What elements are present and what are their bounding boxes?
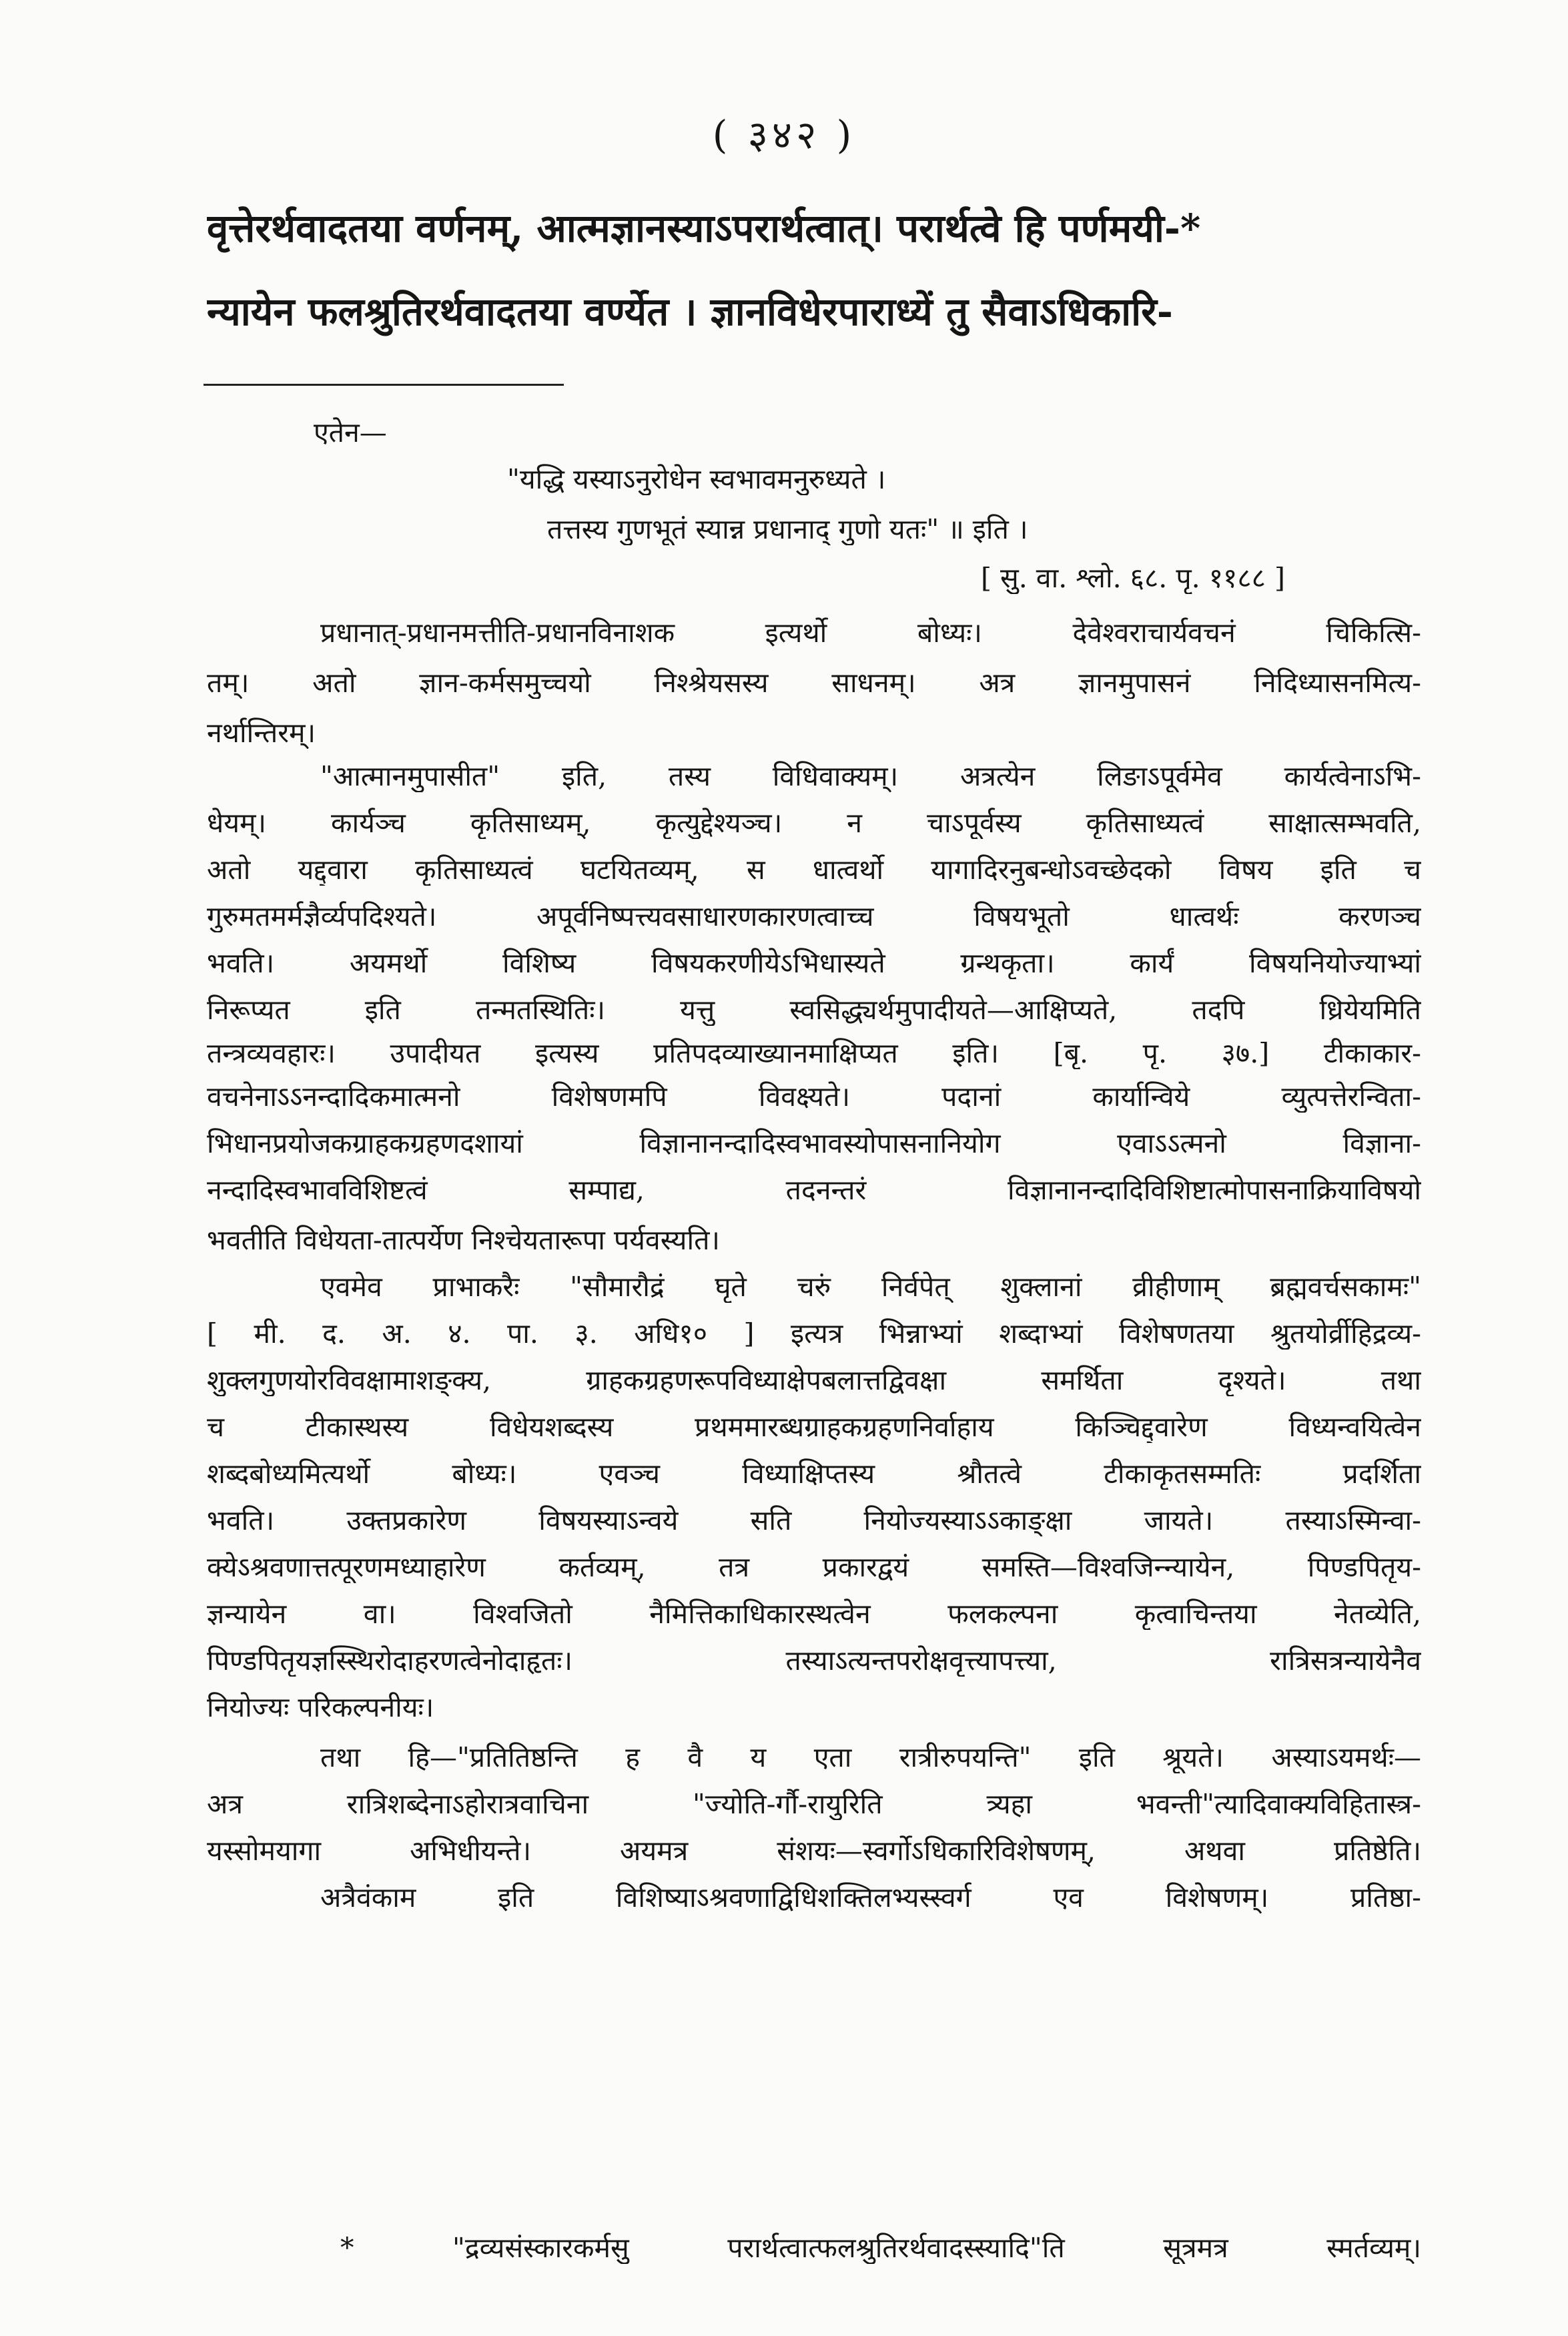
body-line: गुरुमतमर्मज्ञैर्व्यपदिश्यते। अपूर्वनिष्पत्त्यवसाधारणकारणत्वाच्च विषयभूतो धात्वर्थः करणञ्च [207, 901, 1421, 932]
heading-line-1: वृत्तेरर्थवादतया वर्णनम्, आत्मज्ञानस्याऽपरार्थत्वात्। परार्थत्वे हि पर्णमयी-* [207, 206, 1201, 251]
body-line: "आत्मानमुपासीत" इति, तस्य विधिवाक्यम्। अत्रत्येन लिङाऽपूर्वमेव कार्यत्वेनाऽभि- [320, 761, 1421, 792]
body-line: शब्दबोध्यमित्यर्थो बोध्यः। एवञ्च विध्याक्षिप्तस्य श्रौतत्वे टीकाकृतसम्मतिः प्रदर्शिता [207, 1458, 1421, 1490]
heading-line-2: न्यायेन फलश्रुतिरर्थवादतया वर्ण्येत । ज्ञानविधेरपाराध्यें तु सैवाऽधिकारि- [207, 289, 1173, 334]
body-line: निरूप्यत इति तन्मतस्थितिः। यत्तु स्वसिद्ध्यर्थमुपादीयते—आक्षिप्यते, तदपि ध्रियेयमिति [207, 994, 1421, 1026]
body-line: धेयम्। कार्यञ्च कृतिसाध्यम्, कृत्युद्देश्यञ्च। न चाऽपूर्वस्य कृतिसाध्यत्वं साक्षात्सम्भवति, [207, 808, 1421, 839]
body-line: तम्। अतो ज्ञान-कर्मसमुच्चयो निश्श्रेयसस्य साधनम्। अत्र ज्ञानमुपासनं निदिध्यासनमित्य- [207, 667, 1421, 699]
verse-line-2: तत्तस्य गुणभूतं स्यान्न प्रधानाद् गुणो यतः" ॥ इति । [547, 514, 1028, 545]
body-line: नन्दादिस्वभावविशिष्टत्वं सम्पाद्य, तदनन्तरं विज्ञानानन्दादिविशिष्टात्मोपासनाक्रियाविषयो [207, 1175, 1421, 1206]
page-number: ( ३४२ ) [712, 112, 856, 158]
verse-citation: [ सु. वा. श्लो. ६८. पृ. ११८८ ] [981, 563, 1286, 594]
section-rule [204, 384, 564, 386]
body-line: नर्थान्तिरम्। [207, 717, 316, 749]
body-line: यस्सोमयागा अभिधीयन्ते। अयमत्र संशयः—स्वर्गोऽधिकारिविशेषणम्, अथवा प्रतिष्ठेति। [207, 1835, 1421, 1867]
body-line: नियोज्यः परिकल्पनीयः। [207, 1692, 434, 1723]
body-line: भवति। अयमर्थो विशिष्य विषयकरणीयेऽभिधास्यते ग्रन्थकृता। कार्यं विषयनियोज्याभ्यां [207, 948, 1421, 979]
body-line: [ मी. द. अ. ४. पा. ३. अधि१० ] इत्यत्र भिन्नाभ्यां शब्दाभ्यां विशेषणतया श्रुतयोर्व्रीहिद्रव्य- [207, 1318, 1421, 1350]
body-line: च टीकास्थस्य विधेयशब्दस्य प्रथममारब्धग्राहकग्रहणनिर्वाहाय किञ्चिद्द्वारेण विध्यन्वयित्वेन [207, 1412, 1421, 1443]
body-line: भवति। उक्तप्रकारेण विषयस्याऽन्वये सति नियोज्यस्याऽऽकाङ्क्षा जायते। तस्याऽस्मिन्वा- [207, 1505, 1421, 1536]
footnote: * "द्रव्यसंस्कारकर्मसु परार्थत्वात्फलश्रुतिरर्थवादस्स्यादि"ति सूत्रमत्र स्मर्तव्यम्। [340, 2233, 1421, 2264]
body-line: भिधानप्रयोजकग्राहकग्रहणदशायां विज्ञानानन्दादिस्वभावस्योपासनानियोग एवाऽऽत्मनो विज्ञाना- [207, 1128, 1421, 1159]
body-line: ज्ञन्यायेन वा। विश्वजितो नैमित्तिकाधिकारस्थत्वेन फलकल्पना कृत्वाचिन्तया नेतव्येति, [207, 1598, 1421, 1630]
body-line: अत्र रात्रिशब्देनाऽहोरात्रवाचिना "ज्योति-र्गौ-रायुरिति त्र्यहा भवन्ती"त्यादिवाक्यविहितास्त्र- [207, 1789, 1421, 1820]
body-line: प्रधानात्-प्रधानमत्तीति-प्रधानविनाशक इत्यर्थो बोध्यः। देवेश्वराचार्यवचनं चिकित्सि- [320, 617, 1421, 649]
body-line: तन्त्रव्यवहारः। उपादीयत इत्यस्य प्रतिपदव्याख्यानमाक्षिप्यत इति। [बृ. पृ. ३७.] टीकाकार- [207, 1038, 1421, 1069]
verse-line-1: "यद्धि यस्याऽनुरोधेन स्वभावमनुरुध्यते । [507, 464, 886, 495]
body-line: तथा हि—"प्रतितिष्ठन्ति ह वै य एता रात्रीरुपयन्ति" इति श्रूयते। अस्याऽयमर्थः— [320, 1742, 1421, 1773]
body-line: एवमेव प्राभाकरैः "सौमारौद्रं घृते चरुं निर्वपेत् शुक्लानां व्रीहीणाम् ब्रह्मवर्चसकामः" [320, 1271, 1421, 1303]
body-line: अत्रैवंकाम इति विशिष्याऽश्रवणाद्विधिशक्तिलभ्यस्स्वर्ग एव विशेषणम्। प्रतिष्ठा- [320, 1882, 1421, 1914]
body-line: भवतीति विधेयता-तात्पर्येण निश्चेयतारूपा पर्यवस्यति। [207, 1225, 720, 1256]
body-line: वचनेनाऽऽनन्दादिकमात्मनो विशेषणमपि विवक्ष्यते। पदानां कार्यान्विये व्युत्पत्तेरन्विता- [207, 1081, 1421, 1113]
body-line: अतो यद्द्वारा कृतिसाध्यत्वं घटयितव्यम्, स धात्वर्थो यागादिरनुबन्धोऽवच्छेदको विषय इति च [207, 854, 1421, 886]
body-line: क्येऽश्रवणात्तत्पूरणमध्याहारेण कर्तव्यम्, तत्र प्रकारद्वयं समस्ति—विश्वजिन्न्यायेन, पिण्डपितृय- [207, 1552, 1421, 1583]
body-line: शुक्लगुणयोरविवक्षामाशङ्क्य, ग्राहकग्रहणरूपविध्याक्षेपबलात्तद्विवक्षा समर्थिता दृश्यते। तथा [207, 1365, 1421, 1396]
body-line: पिण्डपितृयज्ञस्स्थिरोदाहरणत्वेनोदाहृतः। तस्याऽत्यन्तपरोक्षवृत्त्यापत्त्या, रात्रिसत्रन्यायेनैव [207, 1645, 1421, 1677]
eten-label: एतेन— [314, 417, 387, 449]
